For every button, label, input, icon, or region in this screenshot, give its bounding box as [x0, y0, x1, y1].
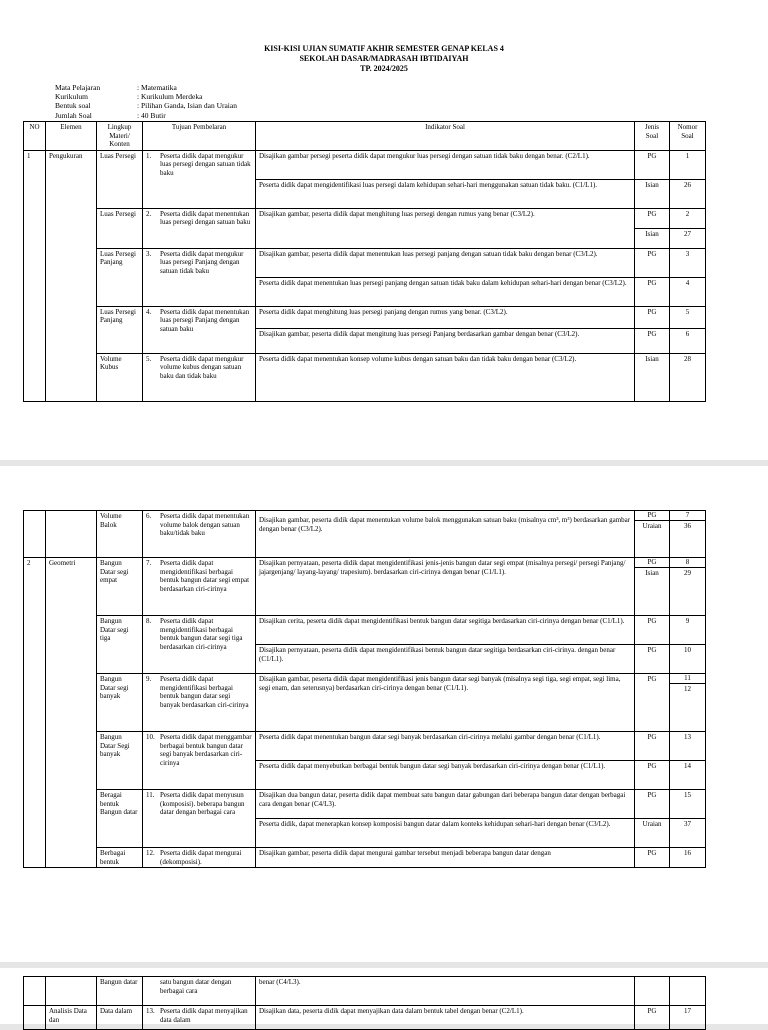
table-row	[24, 977, 706, 1006]
meta-label: Jumlah Soal	[55, 110, 92, 120]
table-row	[24, 848, 706, 868]
cell-tujuan: 6. Peserta didik dapat menentukan volume balok dengan satuan baku/tidak baku	[143, 511, 256, 558]
cell-indikator: Disajikan gambar, peserta didik dapat menentukan luas persegi panjang dengan satuan tidak baku dengan benar (C3/L2).	[256, 248, 635, 277]
cell-jenis	[635, 977, 670, 1006]
cell-lingkup: Bangun datar	[97, 977, 143, 1006]
cell-indikator: Peserta didik dapat menentukan bangun datar segi banyak berdasarkan ciri-cirinya melalui gambar dengan benar (C1/L1).	[256, 732, 635, 761]
title-line-3: TP. 2024/2025	[360, 64, 408, 73]
cell-elemen	[46, 977, 97, 1006]
cell-indikator: Disajikan data, peserta didik dapat menyajikan data dalam bentuk tabel dengan benar (C2/L1).	[256, 1006, 635, 1030]
meta-value: : 40 Butir	[137, 110, 166, 120]
cell-lingkup: Luas Persegi Panjang	[97, 248, 143, 306]
cell-jenis: PG	[635, 848, 670, 868]
cell-jenis: PG	[635, 616, 670, 645]
cell-lingkup: Bangun Datar segi banyak	[97, 674, 143, 732]
cell-tujuan: 9. Peserta didik dapat mengidentifikasi berbagai bentuk bangun datar segi banyak berdasarkan ciri-cirinya	[143, 674, 256, 732]
header-tujuan: Tujuan Pembelaran	[143, 122, 256, 151]
cell-indikator: Peserta didik dapat menentukan luas persegi panjang dengan satuan tidak baku dalam kehidupan sehari-hari dengan benar (C3/L2).	[256, 277, 635, 306]
cell-nomor: 15	[670, 790, 706, 819]
cell-tujuan: 2. Peserta didik dapat menentukan luas persegi dengan satuan baku	[143, 208, 256, 248]
cell-lingkup: Bangun Datar segi tiga	[97, 616, 143, 674]
cell-nomor: 8	[670, 558, 706, 568]
cell-lingkup: Luas Persegi	[97, 150, 143, 208]
cell-jenis: Uraian	[635, 819, 670, 848]
meta-value: : Kurikulum Merdeka	[137, 92, 203, 102]
meta-label: Kurikulum	[55, 92, 88, 102]
cell-tujuan: 5. Peserta didik dapat mengukur volume kubus dengan satuan baku dan tidak baku	[143, 353, 256, 401]
cell-tujuan: satu bangun datar dengan berbagai cara	[143, 977, 256, 1006]
cell-nomor: 2	[670, 208, 706, 228]
cell-tujuan: 3. Peserta didik dapat mengukur luas persegi Panjang dengan satuan tidak baku	[143, 248, 256, 306]
cell-elemen: Pengukuran	[46, 150, 97, 401]
meta-row	[55, 111, 237, 120]
cell-indikator: Peserta didik, dapat menerapkan konsep komposisi bangun datar dalam konteks kehidupan sehari-hari dengan benar (C3/L2).	[256, 819, 635, 848]
document-page-3	[0, 968, 768, 1024]
document-page-2	[0, 466, 768, 962]
cell-tujuan: 12. Peserta didik dapat mengurai (dekomposisi).	[143, 848, 256, 868]
header-elemen: Elemen	[46, 122, 97, 151]
cell-indikator: Disajikan gambar, peserta didik dapat menentukan volume balok menggunakan satuan baku (misalnya cm³, m³) berdasarkan gambar dengan benar (C3/L2).	[256, 511, 635, 558]
cell-lingkup: Luas Persegi	[97, 208, 143, 248]
cell-nomor: 14	[670, 761, 706, 790]
cell-jenis: PG	[635, 1006, 670, 1030]
cell-indikator: benar (C4/L3).	[256, 977, 635, 1006]
cell-jenis: Isian	[635, 353, 670, 401]
cell-jenis: PG	[635, 511, 670, 521]
cell-tujuan: 7. Peserta didik dapat mengidentifikasi berbagai bentuk bangun datar segi empat berdasarkan ciri-cirinya	[143, 558, 256, 616]
cell-no	[24, 977, 46, 1006]
cell-jenis: PG	[635, 150, 670, 179]
cell-indikator: Peserta didik dapat menyebutkan berbagai bentuk bangun datar segi banyak berdasarkan ciri-cirinya dengan benar (C1/L1).	[256, 761, 635, 790]
cell-jenis: PG	[635, 761, 670, 790]
table-row	[24, 732, 706, 761]
cell-nomor: 5	[670, 306, 706, 328]
cell-jenis: PG	[635, 248, 670, 277]
cell-jenis: Isian	[635, 568, 670, 616]
cell-indikator: Peserta didik dapat menentukan konsep volume kubus dengan satuan baku dan tidak baku dengan benar (C3/L2).	[256, 353, 635, 401]
cell-nomor: 37	[670, 819, 706, 848]
cell-lingkup: Bangun Datar Segi banyak	[97, 732, 143, 790]
table-row	[24, 616, 706, 645]
cell-nomor: 6	[670, 328, 706, 353]
cell-nomor: 16	[670, 848, 706, 868]
cell-jenis: PG	[635, 328, 670, 353]
cell-tujuan: 8. Peserta didik dapat mengidentifikasi berbagai bentuk bangun datar segi tiga berdasarkan ciri-cirinya	[143, 616, 256, 674]
title-line-2: SEKOLAH DASAR/MADRASAH IBTIDAIYAH	[299, 54, 469, 63]
cell-nomor: 3	[670, 248, 706, 277]
cell-no: 1	[24, 150, 46, 401]
cell-nomor: 11	[670, 674, 706, 684]
cell-tujuan: 11. Peserta didik dapat menyusun (komposisi). beberapa bangun datar dengan berbagai cara	[143, 790, 256, 848]
cell-jenis: PG	[635, 208, 670, 228]
cell-jenis: PG	[635, 674, 670, 732]
kisi-kisi-table	[23, 121, 706, 402]
cell-indikator: Disajikan gambar, peserta didik dapat mengitung luas persegi Panjang berdasarkan gambar dengan benar (C3/L2).	[256, 328, 635, 353]
cell-jenis: Isian	[635, 179, 670, 208]
cell-jenis: PG	[635, 558, 670, 568]
cell-nomor: 7	[670, 511, 706, 521]
table-row	[24, 208, 706, 228]
cell-no	[24, 1006, 46, 1030]
cell-nomor: 12	[670, 684, 706, 732]
cell-tujuan: 13. Peserta didik dapat menyajikan data dalam	[143, 1006, 256, 1030]
cell-jenis: PG	[635, 645, 670, 674]
cell-indikator: Disajikan gambar, peserta didik dapat mengurai gambar tersebut menjadi beberapa bangun datar dengan	[256, 848, 635, 868]
cell-nomor: 28	[670, 353, 706, 401]
table-row	[24, 150, 706, 179]
cell-indikator: Disajikan dua bangun datar, peserta didik dapat membuat satu bangun datar gabungan dari beberapa bangun datar dengan berbagai cara dengan benar (C4/L3).	[256, 790, 635, 819]
kisi-kisi-table	[23, 976, 706, 1030]
cell-indikator: Disajikan gambar persegi peserta didik dapat mengukur luas persegi dengan satuan tidak baku dengan benar. (C2/L1).	[256, 150, 635, 179]
header-indikator: Indikator Soal	[256, 122, 635, 151]
table-row	[24, 353, 706, 377]
document-page-1	[0, 0, 768, 460]
meta-row	[55, 92, 237, 101]
table-row	[24, 511, 706, 521]
document-title	[0, 44, 768, 74]
title-line-1: KISI-KISI UJIAN SUMATIF AKHIR SEMESTER GENAP KELAS 4	[264, 44, 504, 53]
cell-lingkup: Beragai bentuk Bangun datar	[97, 790, 143, 848]
table-row	[24, 306, 706, 328]
cell-lingkup: Luas Persegi Panjang	[97, 306, 143, 353]
cell-elemen: Analisis Data dan	[46, 1006, 97, 1030]
cell-elemen: Geometri	[46, 558, 97, 868]
meta-value: : Matematika	[137, 83, 177, 92]
cell-nomor: 27	[670, 228, 706, 248]
cell-indikator: Disajikan pernyataan, peserta didik dapat mengidentifikasi bentuk bangun datar segitiga berdasarkan ciri-cirinya. dengan benar (C1/L1).	[256, 645, 635, 674]
cell-indikator: Disajikan pernyataan, peserta didik dapat mengidentifikasi jenis-jenis bangun datar segi empat (misalnya persegi/ persegi Panjang/ jajargenjang/ layang-layang/ trapesium). berdasarkan ciri-cirinya dengan benar (C1/L1).	[256, 558, 635, 616]
table-row	[24, 1006, 706, 1030]
cell-indikator: Disajikan gambar, peserta didik dapat menghitung luas persegi dengan rumus yang benar (C3/L2).	[256, 208, 635, 248]
header-jenis: Jenis Soal	[635, 122, 670, 151]
cell-jenis: PG	[635, 790, 670, 819]
cell-jenis: PG	[635, 277, 670, 306]
cell-nomor: 17	[670, 1006, 706, 1030]
cell-nomor: 26	[670, 179, 706, 208]
header-lingkup: Lingkup Materi/ Konten	[97, 122, 143, 151]
cell-indikator: Peserta didik dapat mengidentifikasi luas persegi dalam kehidupan sehari-hari menggunakan satuan tidak baku. (C1/L1).	[256, 179, 635, 208]
cell-jenis: Isian	[635, 228, 670, 248]
cell-jenis: PG	[635, 732, 670, 761]
cell-nomor: 29	[670, 568, 706, 616]
cell-lingkup: Volume Kubus	[97, 353, 143, 401]
table-row	[24, 248, 706, 277]
cell-nomor: 1	[670, 150, 706, 179]
document-meta	[55, 83, 237, 120]
cell-jenis: PG	[635, 306, 670, 328]
cell-nomor: 9	[670, 616, 706, 645]
table-row	[24, 790, 706, 819]
header-nomor: Nomor Soal	[670, 122, 706, 151]
cell-lingkup: Berbagai bentuk	[97, 848, 143, 868]
cell-tujuan: 10. Peserta didik dapat menggambar berbagai bentuk bangun datar segi banyak berdasarkan ciri-cirinya	[143, 732, 256, 790]
cell-indikator: Peserta didik dapat menghitung luas persegi panjang dengan rumus yang benar. (C3/L2).	[256, 306, 635, 328]
meta-row	[55, 101, 237, 110]
table-row	[24, 674, 706, 684]
table-header-row	[24, 122, 706, 151]
cell-nomor: 36	[670, 521, 706, 558]
meta-row	[55, 83, 237, 92]
header-no: NO	[24, 122, 46, 151]
cell-elemen	[46, 511, 97, 558]
cell-tujuan: 4. Peserta didik dapat menentukan luas persegi Panjang dengan satuan baku	[143, 306, 256, 353]
cell-no	[24, 511, 46, 558]
cell-jenis: Uraian	[635, 521, 670, 558]
meta-value: : Pilihan Ganda, Isian dan Uraian	[137, 101, 237, 111]
cell-indikator: Disajikan gambar, peserta didik dapat mengidentifikasi jenis bangun datar segi banyak (misalnya segi tiga, segi empat, segi lima, segi enam, dan seterusnya) berdasarkan ciri-cirinya dengan benar (C1/L1).	[256, 674, 635, 732]
cell-indikator: Disajikan cerita, peserta didik dapat mengidentifikasi bentuk bangun datar segitiga berdasarkan ciri-cirinya dengan benar (C1/L1).	[256, 616, 635, 645]
cell-tujuan: 1. Peserta didik dapat mengukur luas persegi dengan satuan tidak baku	[143, 150, 256, 208]
table-row	[24, 558, 706, 568]
meta-label: Bentuk soal	[55, 101, 91, 111]
cell-nomor	[670, 977, 706, 1006]
cell-no: 2	[24, 558, 46, 868]
cell-lingkup: Bangun Datar segi empat	[97, 558, 143, 616]
kisi-kisi-table	[23, 510, 706, 868]
cell-lingkup: Data dalam	[97, 1006, 143, 1030]
cell-nomor: 4	[670, 277, 706, 306]
cell-nomor: 13	[670, 732, 706, 761]
meta-label: Mata Pelajaran	[55, 83, 101, 92]
cell-nomor: 10	[670, 645, 706, 674]
cell-lingkup: Volume Balok	[97, 511, 143, 558]
